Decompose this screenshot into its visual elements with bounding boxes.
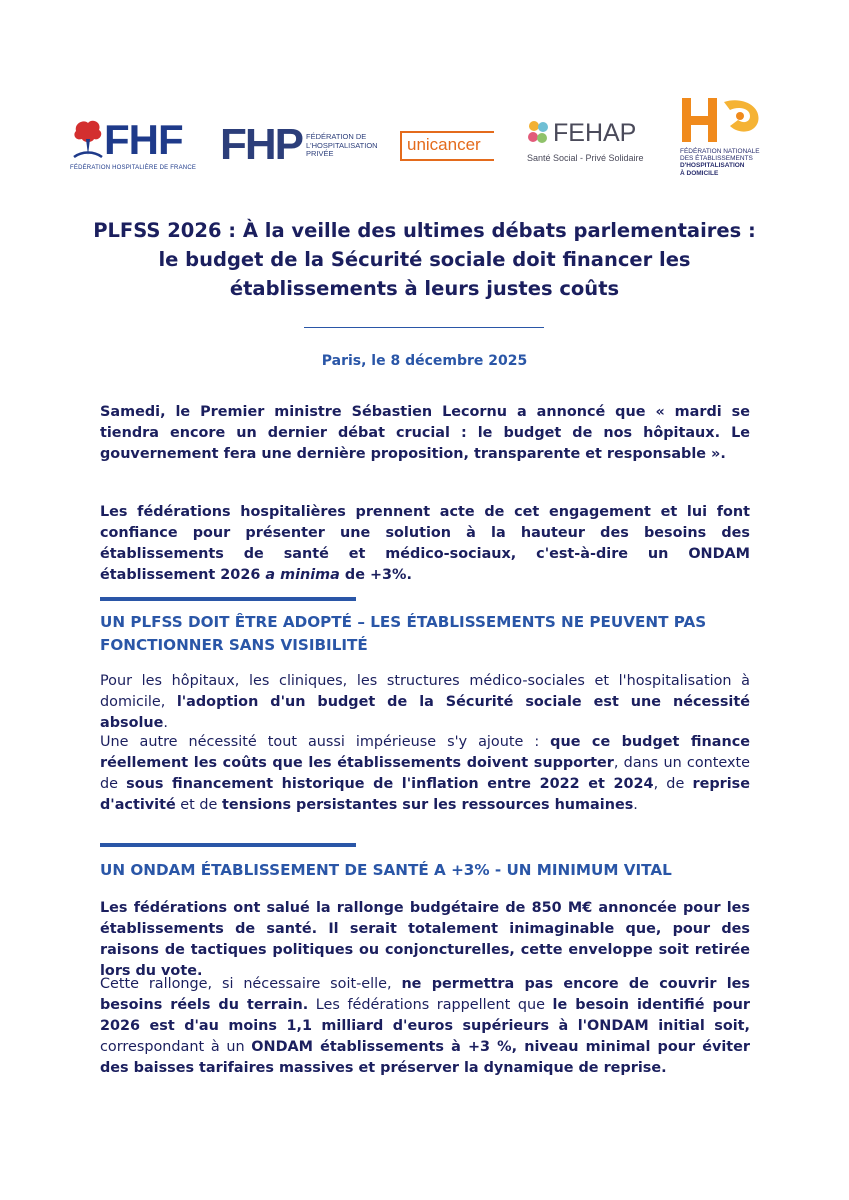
tree-icon	[70, 117, 106, 161]
fhf-logo	[70, 117, 198, 173]
fhp-caption: FÉDÉRATION DE L'HOSPITALISATION PRIVÉE	[306, 132, 378, 158]
fhf-wordmark: FHF	[104, 116, 183, 163]
logo-bar	[0, 95, 849, 185]
fehap-logo	[527, 120, 647, 170]
section-2-paragraph-1: Les fédérations ont salué la rallonge budgétaire de 850 M€ annoncée pour les établissements de santé. Il serait totalement inimaginable que, pour des raisons de tactiques politiques ou conjoncturelles, cette enveloppe soit retirée lors du vote.	[100, 900, 750, 979]
section-1-heading: UN PLFSS DOIT ÊTRE ADOPTÉ – LES ÉTABLISSEMENTS NE PEUVENT PAS FONCTIONNER SANS VISIBILITÉ	[100, 613, 707, 654]
fehap-wordmark: FEHAP	[553, 119, 637, 147]
section-1-paragraph-2: Une autre nécessité tout aussi impérieuse s'y ajoute : que ce budget finance réellement les coûts que les établissements doivent supporter, dans un contexte de sous financement historique de l'inflation entre 2022 et 2024, de reprise d'activité et de tensions persistantes sur les ressources humaines.	[100, 734, 751, 813]
unicancer-wordmark: unicancer	[407, 135, 481, 154]
title-divider	[304, 327, 544, 328]
section-2-bar	[100, 843, 356, 847]
section-1-paragraph-1: Pour les hôpitaux, les cliniques, les structures médico-sociales et l'hospitalisation à domicile, l'adoption d'un budget de la Sécurité sociale est une nécessité absolue.	[100, 673, 750, 731]
fnehad-logo	[680, 98, 780, 184]
fhp-logo	[220, 120, 380, 169]
petals-icon	[527, 120, 549, 144]
fhp-wordmark: FHP	[220, 120, 302, 169]
intro-paragraph-2: Les fédérations hospitalières prennent acte de cet engagement et lui font confiance pour présenter une solution à la hauteur des besoins des établissements de santé et médico-sociaux, c'est-à-dire un ONDAM établissement 2026 a minima de +3%.	[100, 504, 750, 583]
intro-paragraph-1: Samedi, le Premier ministre Sébastien Lecornu a annoncé que « mardi se tiendra encore un dernier débat crucial : le budget de nos hôpitaux. Le gouvernement fera une dernière proposition, transparente et responsable ».	[100, 404, 750, 462]
fnehad-caption: FÉDÉRATION NATIONALE DES ÉTABLISSEMENTS D'HOSPITALISATION À DOMICILE	[680, 148, 760, 177]
section-2-heading: UN ONDAM ÉTABLISSEMENT DE SANTÉ A +3% - UN MINIMUM VITAL	[100, 861, 672, 879]
fhf-caption: FÉDÉRATION HOSPITALIÈRE DE FRANCE	[70, 165, 197, 171]
had-icon	[682, 98, 762, 142]
section-2-paragraph-2: Cette rallonge, si nécessaire soit-elle, ne permettra pas encore de couvrir les besoins réels du terrain. Les fédérations rappellent que le besoin identifié pour 2026 est d'au moins 1,1 milliard d'euros supérieurs à l'ONDAM initial soit, correspondant à un ONDAM établissements à +3 %, niveau minimal pour éviter des baisses tarifaires massives et préserver la dynamique de reprise.	[100, 976, 751, 1076]
page-title: PLFSS 2026 : À la veille des ultimes débats parlementaires : le budget de la Sécurité sociale doit financer les établissements à leurs justes coûts	[93, 219, 756, 300]
fehap-caption: Santé Social - Privé Solidaire	[527, 153, 644, 163]
section-1-bar	[100, 597, 356, 601]
dateline: Paris, le 8 décembre 2025	[321, 353, 528, 369]
unicancer-logo	[400, 131, 496, 165]
